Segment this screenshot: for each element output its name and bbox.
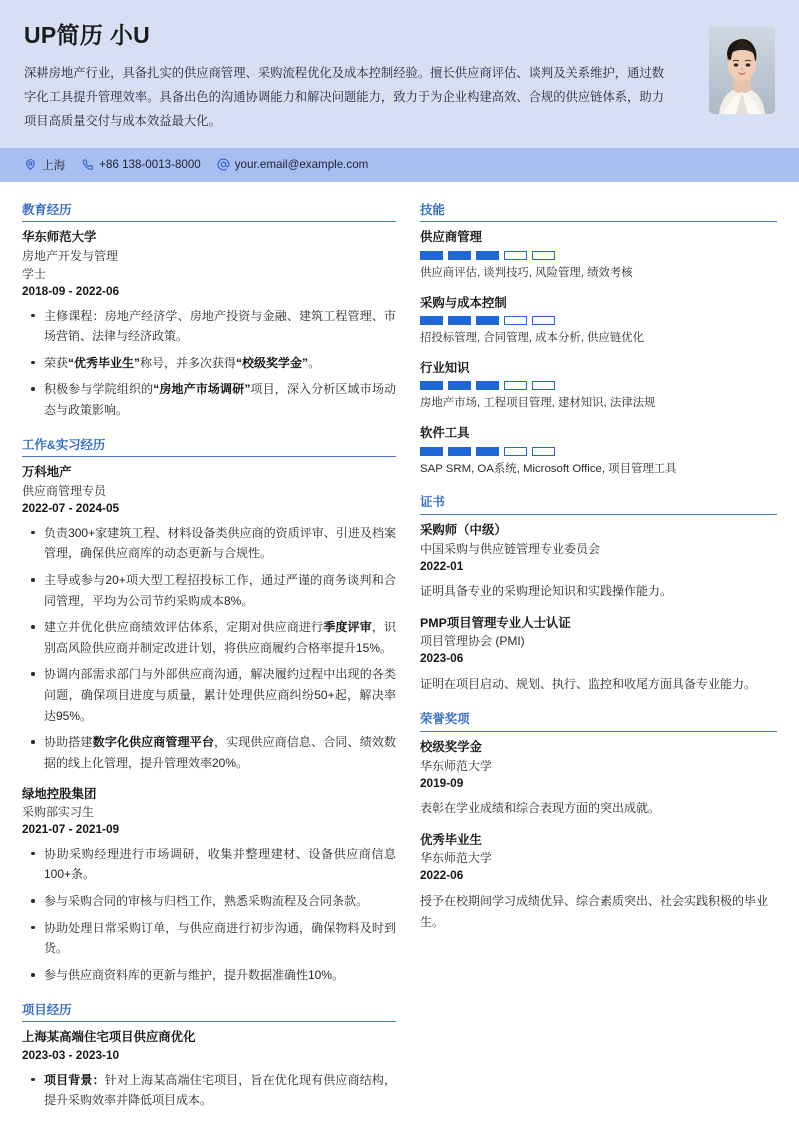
section-honors	[420, 711, 777, 933]
skill-bar-empty	[532, 316, 555, 325]
section-title-skills: 技能	[420, 202, 777, 223]
contact-email-text: your.email@example.com	[234, 158, 369, 171]
work-company: 万科地产	[22, 465, 72, 480]
skill-bar-filled	[420, 251, 443, 260]
credential-entry	[420, 738, 777, 820]
contact-phone-text: +86 138-0013-8000	[99, 158, 201, 171]
bullet-item: 项目背景：针对上海某高端住宅项目，旨在优化现有供应商结构，提升采购效率并降低项目成本。	[44, 1070, 396, 1111]
skill-groups	[420, 228, 777, 478]
skill-bar-filled	[448, 251, 471, 260]
skill-bar-filled	[420, 316, 443, 325]
section-projects	[22, 1002, 396, 1111]
education-degree: 学士	[22, 266, 47, 281]
skill-bar-filled	[476, 447, 499, 456]
credential-issuer: 华东师范大学	[420, 851, 493, 866]
bullet-item: 参与供应商资料库的更新与维护，提升数据准确性10%。	[44, 965, 396, 986]
skill-items: SAP SRM, OA系统, Microsoft Office, 项目管理工具	[420, 462, 677, 475]
bullet-item: 建立并优化供应商绩效评估体系，定期对供应商进行季度评审，识别高风险供应商并制定改进计划，将供应商履约合格率提升15%。	[44, 617, 396, 658]
project-date: 2023-03 - 2023-10	[22, 1047, 120, 1062]
skill-bar-empty	[532, 251, 555, 260]
skill-name: 软件工具	[420, 426, 470, 441]
bullet-item: 参与采购合同的审核与归档工作，熟悉采购流程及合同条款。	[44, 891, 396, 912]
education-school: 华东师范大学	[22, 230, 97, 245]
skill-level-meter	[420, 447, 777, 456]
bullet-item: 协助处理日常采购订单，与供应商进行初步沟通，确保物料及时到货。	[44, 918, 396, 959]
section-certificates	[420, 494, 777, 695]
bullet-item: 协助搭建数字化供应商管理平台，实现供应商信息、合同、绩效数据的线上化管理，提升管理效率20%。	[44, 732, 396, 773]
section-skills	[420, 202, 777, 479]
page-title: UP简历 小U	[24, 22, 151, 48]
work-bullets	[22, 523, 396, 774]
education-bullets	[22, 306, 396, 421]
skill-bar-filled	[476, 316, 499, 325]
credential-date: 2022-01	[420, 558, 464, 573]
work-role: 供应商管理专员	[22, 484, 107, 498]
skill-level-meter	[420, 381, 777, 390]
profile-summary: 深耕房地产行业，具备扎实的供应商管理、采购流程优化及成本控制经验。擅长供应商评估、谈判及关系维护，通过数字化工具提升管理效率。具备出色的沟通协调能力和解决问题能力，致力于为企业构建高效、合规的供应链体系，助力项目高质量交付与成本效益最大化。	[24, 65, 664, 128]
credential-desc: 证明具备专业的采购理论知识和实践操作能力。	[420, 584, 673, 599]
skill-name: 供应商管理	[420, 230, 482, 245]
skill-bar-empty	[504, 316, 527, 325]
work-date: 2022-07 - 2024-05	[22, 501, 120, 515]
credential-issuer: 华东师范大学	[420, 758, 493, 773]
avatar	[709, 26, 775, 114]
skill-bar-empty	[532, 381, 555, 390]
skill-level-meter	[420, 251, 777, 260]
credential-issuer: 项目管理协会 (PMI)	[420, 634, 525, 649]
skill-group	[420, 424, 777, 478]
skill-bar-filled	[476, 251, 499, 260]
credential-entry	[420, 521, 777, 603]
section-title-honors: 荣誉奖项	[420, 711, 777, 732]
section-title-projects: 项目经历	[22, 1002, 396, 1023]
phone-icon	[81, 158, 94, 171]
skill-bar-empty	[504, 381, 527, 390]
honor-entries	[420, 738, 777, 934]
contact-phone[interactable]	[81, 158, 201, 171]
credential-desc: 授予在校期间学习成绩优异、综合素质突出、社会实践积极的毕业生。	[420, 894, 769, 930]
skill-bar-empty	[504, 447, 527, 456]
skill-name: 行业知识	[420, 360, 470, 375]
location-pin-icon	[24, 158, 37, 171]
credential-name: 校级奖学金	[420, 740, 482, 755]
skill-bar-filled	[448, 381, 471, 390]
bullet-item: 负责300+家建筑工程、材料设备类供应商的资质评审、引进及档案管理，确保供应商库的动态更新与合规性。	[44, 523, 396, 564]
bullet-item: 协助采购经理进行市场调研，收集并整理建材、设备供应商信息100+条。	[44, 844, 396, 885]
resume-body	[0, 182, 799, 1127]
resume-header	[0, 0, 799, 148]
credential-date: 2019-09	[420, 775, 464, 790]
credential-name: 优秀毕业生	[420, 832, 482, 847]
bullet-item: 主导或参与20+项大型工程招投标工作，通过严谨的商务谈判和合同管理，平均为公司节约采购成本8%。	[44, 570, 396, 611]
bullet-item: 荣获“优秀毕业生”称号，并多次获得“校级奖学金”。	[44, 353, 396, 374]
work-entry	[22, 463, 396, 773]
contact-location-text: 上海	[42, 158, 66, 172]
credential-entry	[420, 831, 777, 934]
right-column	[420, 202, 777, 1127]
skill-bar-empty	[532, 447, 555, 456]
project-entries	[22, 1028, 396, 1111]
skill-bar-filled	[448, 447, 471, 456]
at-sign-icon	[217, 158, 230, 171]
skill-bar-empty	[504, 251, 527, 260]
skill-name: 采购与成本控制	[420, 295, 507, 310]
work-date: 2021-07 - 2021-09	[22, 822, 120, 837]
education-date: 2018-09 - 2022-06	[22, 283, 120, 298]
skill-items: 房地产市场, 工程项目管理, 建材知识, 法律法规	[420, 397, 656, 410]
credential-desc: 证明在项目启动、规划、执行、监控和收尾方面具备专业能力。	[420, 677, 757, 692]
project-entry	[22, 1028, 396, 1111]
skill-bar-filled	[420, 447, 443, 456]
bullet-item: 主修课程：房地产经济学、房地产投资与金融、建筑工程管理、市场营销、法律与经济政策。	[44, 306, 396, 347]
credential-name: 采购师（中级）	[420, 523, 507, 538]
education-entry	[22, 228, 396, 420]
credential-date: 2022-06	[420, 868, 464, 883]
section-work	[22, 437, 396, 986]
left-column	[22, 202, 396, 1127]
skill-items: 供应商评估, 谈判技巧, 风险管理, 绩效考核	[420, 266, 633, 279]
skill-level-meter	[420, 316, 777, 325]
contact-email[interactable]	[217, 158, 369, 171]
section-title-certificates: 证书	[420, 494, 777, 515]
education-major: 房地产开发与管理	[22, 248, 119, 263]
bullet-item: 协调内部需求部门与外部供应商沟通，解决履约过程中出现的各类问题，确保项目进度与质量，累计处理供应商纠纷50+起，解决率达95%。	[44, 664, 396, 726]
work-entries	[22, 463, 396, 985]
project-name: 上海某高端住宅项目供应商优化	[22, 1030, 196, 1045]
credential-desc: 表彰在学业成绩和综合表现方面的突出成就。	[420, 801, 661, 816]
skill-bar-filled	[420, 381, 443, 390]
work-entry	[22, 785, 396, 986]
credential-issuer: 中国采购与供应链管理专业委员会	[420, 541, 601, 556]
work-company: 绿地控股集团	[22, 786, 97, 801]
bullet-item: 积极参与学院组织的“房地产市场调研”项目，深入分析区域市场动态与政策影响。	[44, 379, 396, 420]
skill-bar-filled	[448, 316, 471, 325]
project-bullets	[22, 1070, 396, 1111]
contact-location	[24, 157, 65, 173]
work-bullets	[22, 844, 396, 986]
work-role: 采购部实习生	[22, 805, 95, 820]
skill-items: 招投标管理, 合同管理, 成本分析, 供应链优化	[420, 332, 645, 345]
contact-bar	[0, 148, 799, 182]
section-education	[22, 202, 396, 421]
section-title-work: 工作&实习经历	[22, 437, 396, 458]
credential-entry	[420, 614, 777, 696]
skill-group	[420, 294, 777, 348]
credential-name: PMP项目管理专业人士认证	[420, 615, 571, 630]
skill-group	[420, 228, 777, 282]
header-text-block	[24, 22, 680, 134]
certificate-entries	[420, 521, 777, 695]
credential-date: 2023-06	[420, 651, 464, 666]
section-title-education: 教育经历	[22, 202, 396, 223]
skill-bar-filled	[476, 381, 499, 390]
skill-group	[420, 359, 777, 413]
